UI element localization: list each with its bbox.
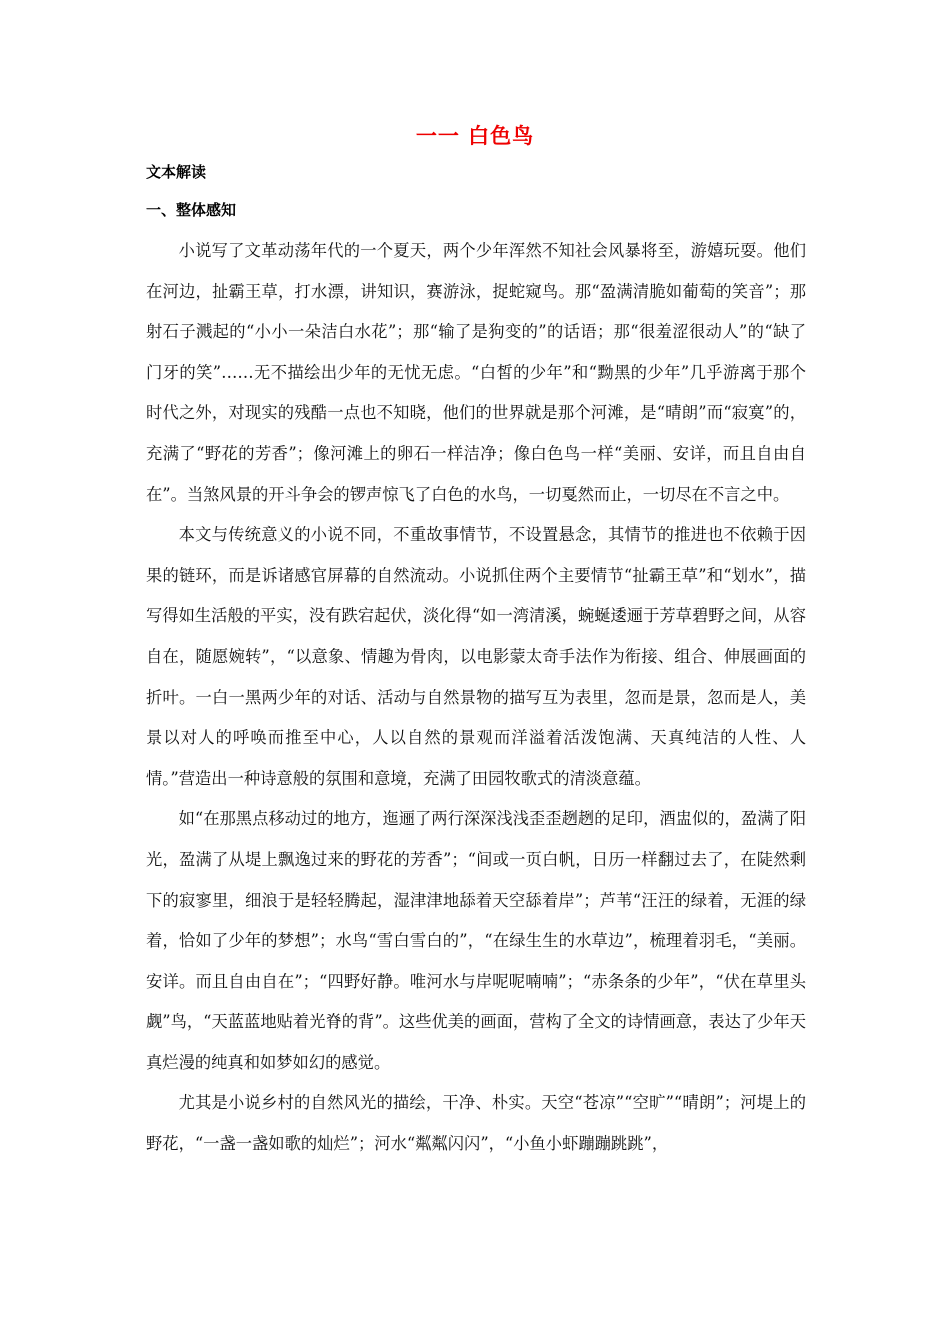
subsection-heading: 一、整体感知 bbox=[146, 201, 237, 219]
paragraph-3: 如“在那黑点移动过的地方，迤逦了两行深深浅浅歪歪趔趔的足印，酒盅似的，盈满了阳光，盈满了从堤上飘逸过来的野花的芳香”；“间或一页白帆，日历一样翻过去了，在陡然剩下的寂寥里，细浪于是轻轻腾起，湿津津地舔着天空舔着岸”；芦苇“汪汪的绿着，无涯的绿着，恰如了少年的梦想”；水鸟“雪白雪白的”，“在绿生生的水草边”，梳理着羽毛，“美丽。安详。而且自由自在”；“四野好静。唯河水与岸呢呢喃喃”；“赤条条的少年”，“伏在草里头觑”鸟，“天蓝蓝地贴着光脊的背”。这些优美的画面，营构了全文的诗情画意，表达了少年天真烂漫的纯真和如梦如幻的感觉。 bbox=[146, 809, 806, 1072]
document-title: 一一 白色鸟 bbox=[415, 124, 535, 148]
body-text bbox=[146, 231, 806, 1165]
paragraph-1: 小说写了文革动荡年代的一个夏天，两个少年浑然不知社会风暴将至，游嬉玩耍。他们在河边，扯霸王草，打水漂，讲知识，赛游泳，捉蛇窥鸟。那“盈满清脆如葡萄的笑音”；那射石子溅起的“小小一朵洁白水花”；那“输了是狗变的”的话语；那“很羞涩很动人”的“缺了门牙的笑”……无不描绘出少年的无忧无虑。“白皙的少年”和“黝黑的少年”几乎游离于那个时代之外，对现实的残酷一点也不知晓，他们的世界就是那个河滩，是“晴朗”而“寂寞”的，充满了“野花的芳香”；像河滩上的卵石一样洁净；像白色鸟一样“美丽、安详，而且自由自在”。当煞风景的开斗争会的锣声惊飞了白色的水鸟，一切戛然而止，一切尽在不言之中。 bbox=[146, 241, 806, 504]
paragraph-4: 尤其是小说乡村的自然风光的描绘，干净、朴实。天空“苍凉”“空旷”“晴朗”；河堤上的野花，“一盏一盏如歌的灿烂”；河水“粼粼闪闪”，“小鱼小虾蹦蹦跳跳”， bbox=[146, 1093, 806, 1154]
paragraph-2: 本文与传统意义的小说不同，不重故事情节，不设置悬念，其情节的推进也不依赖于因果的链环，而是诉诸感官屏幕的自然流动。小说抓住两个主要情节“扯霸王草”和“划水”，描写得如生活般的平实，没有跌宕起伏，淡化得“如一湾清溪，蜿蜒逶逦于芳草碧野之间，从容自在，随愿婉转”，“以意象、情趣为骨肉，以电影蒙太奇手法作为衔接、组合、伸展画面的折叶。一白一黑两少年的对话、活动与自然景物的描写互为表里，忽而是景，忽而是人，美景以对人的呼唤而推至中心，人以自然的景观而洋溢着活泼饱满、天真纯洁的人性、人情。”营造出一种诗意般的氛围和意境，充满了田园牧歌式的清淡意蕴。 bbox=[146, 525, 806, 788]
section-heading: 文本解读 bbox=[146, 163, 207, 181]
